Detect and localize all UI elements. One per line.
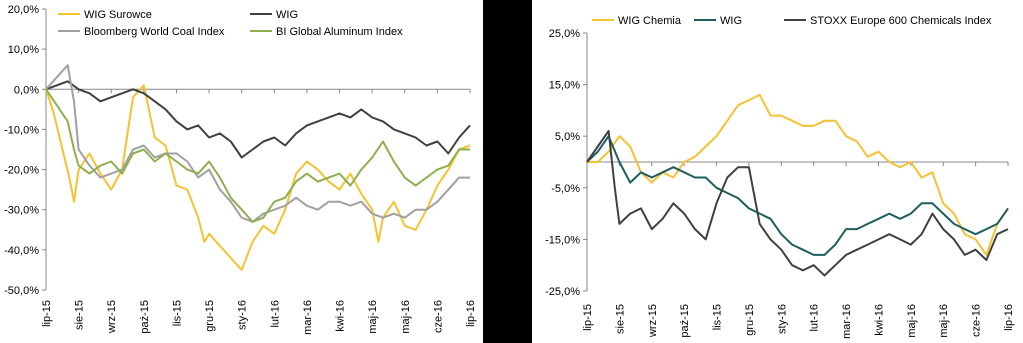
x-tick-label: gru-15 [204, 300, 217, 332]
x-tick-label: lut-16 [269, 300, 282, 328]
x-tick-label: maj-16 [905, 304, 918, 338]
series-line-wig [587, 136, 1008, 255]
x-tick-label: paź-15 [138, 300, 151, 334]
y-tick-label: -30,0% [4, 204, 39, 217]
left-line-chart [0, 0, 483, 343]
y-tick-label: -20,0% [4, 164, 39, 177]
x-tick-label: wrz-15 [106, 300, 119, 334]
x-tick-label: sie-15 [614, 304, 627, 334]
x-tick-label: lip-16 [465, 300, 477, 327]
legend-item-stoxx-europe-600-chemicals-index [784, 15, 992, 27]
x-tick-label: sie-15 [73, 300, 86, 330]
legend-label: STOXX Europe 600 Chemicals Index [810, 15, 992, 27]
x-tick-label: lip-16 [1003, 304, 1015, 331]
x-tick-label: lip-15 [41, 300, 53, 327]
y-tick-label: -25,0% [545, 286, 580, 298]
legend-label: WIG [276, 9, 298, 21]
legend-label: WIG Surowce [84, 9, 152, 21]
y-tick-label: -10,0% [4, 124, 39, 137]
x-tick-label: sty-16 [236, 300, 249, 330]
x-tick-label: kwi-16 [334, 300, 347, 332]
y-tick-label: -15,0% [545, 234, 580, 247]
y-tick-label: -5,0% [551, 182, 580, 195]
series-line-bloomberg-world-coal-index [46, 65, 470, 222]
y-tick-label: 10,0% [7, 44, 39, 57]
x-tick-label: cze-16 [432, 300, 445, 334]
x-tick-label: gru-15 [743, 304, 756, 336]
x-tick-label: paź-15 [679, 304, 692, 338]
series-line-stoxx-europe-600-chemicals-index [587, 131, 1008, 276]
legend-item-bloomberg-world-coal-index [58, 26, 225, 38]
y-tick-label: 20,0% [7, 4, 39, 16]
x-tick-label: mar-16 [841, 304, 854, 339]
legend-label: Bloomberg World Coal Index [84, 26, 225, 38]
x-tick-label: cze-16 [970, 304, 983, 338]
y-tick-label: 15,0% [548, 79, 580, 92]
x-tick-label: mar-16 [301, 300, 314, 335]
x-tick-label: lip-15 [582, 304, 594, 331]
x-tick-label: lis-15 [171, 300, 184, 327]
x-tick-label: sty-16 [776, 304, 789, 334]
series-line-bi-global-aluminum-index [46, 89, 470, 222]
right-line-chart [532, 0, 1023, 343]
legend-item-wig-chemia [592, 15, 682, 27]
x-tick-label: lut-16 [808, 304, 821, 332]
series-line-wig [46, 81, 470, 157]
y-tick-label: 0,0% [13, 84, 39, 97]
legend-item-wig-surowce [58, 9, 152, 21]
x-tick-label: kwi-16 [873, 304, 886, 336]
y-tick-label: 5,0% [554, 131, 580, 144]
legend-label: BI Global Aluminum Index [276, 26, 403, 38]
x-tick-label: maj-16 [367, 300, 380, 334]
x-tick-label: maj-16 [399, 300, 412, 334]
x-tick-label: maj-16 [938, 304, 951, 338]
y-tick-label: -50,0% [4, 285, 39, 297]
y-tick-label: -40,0% [4, 244, 39, 257]
x-tick-label: wrz-15 [646, 304, 659, 338]
x-tick-label: lis-15 [711, 304, 724, 331]
legend-item-wig [250, 9, 298, 21]
right-chart-panel [532, 0, 1023, 343]
legend-item-bi-global-aluminum-index [250, 26, 403, 38]
y-tick-label: 25,0% [548, 28, 580, 40]
legend-label: WIG [720, 15, 742, 27]
legend-label: WIG Chemia [618, 15, 681, 27]
left-chart-panel [0, 0, 483, 343]
legend-item-wig [694, 15, 742, 27]
